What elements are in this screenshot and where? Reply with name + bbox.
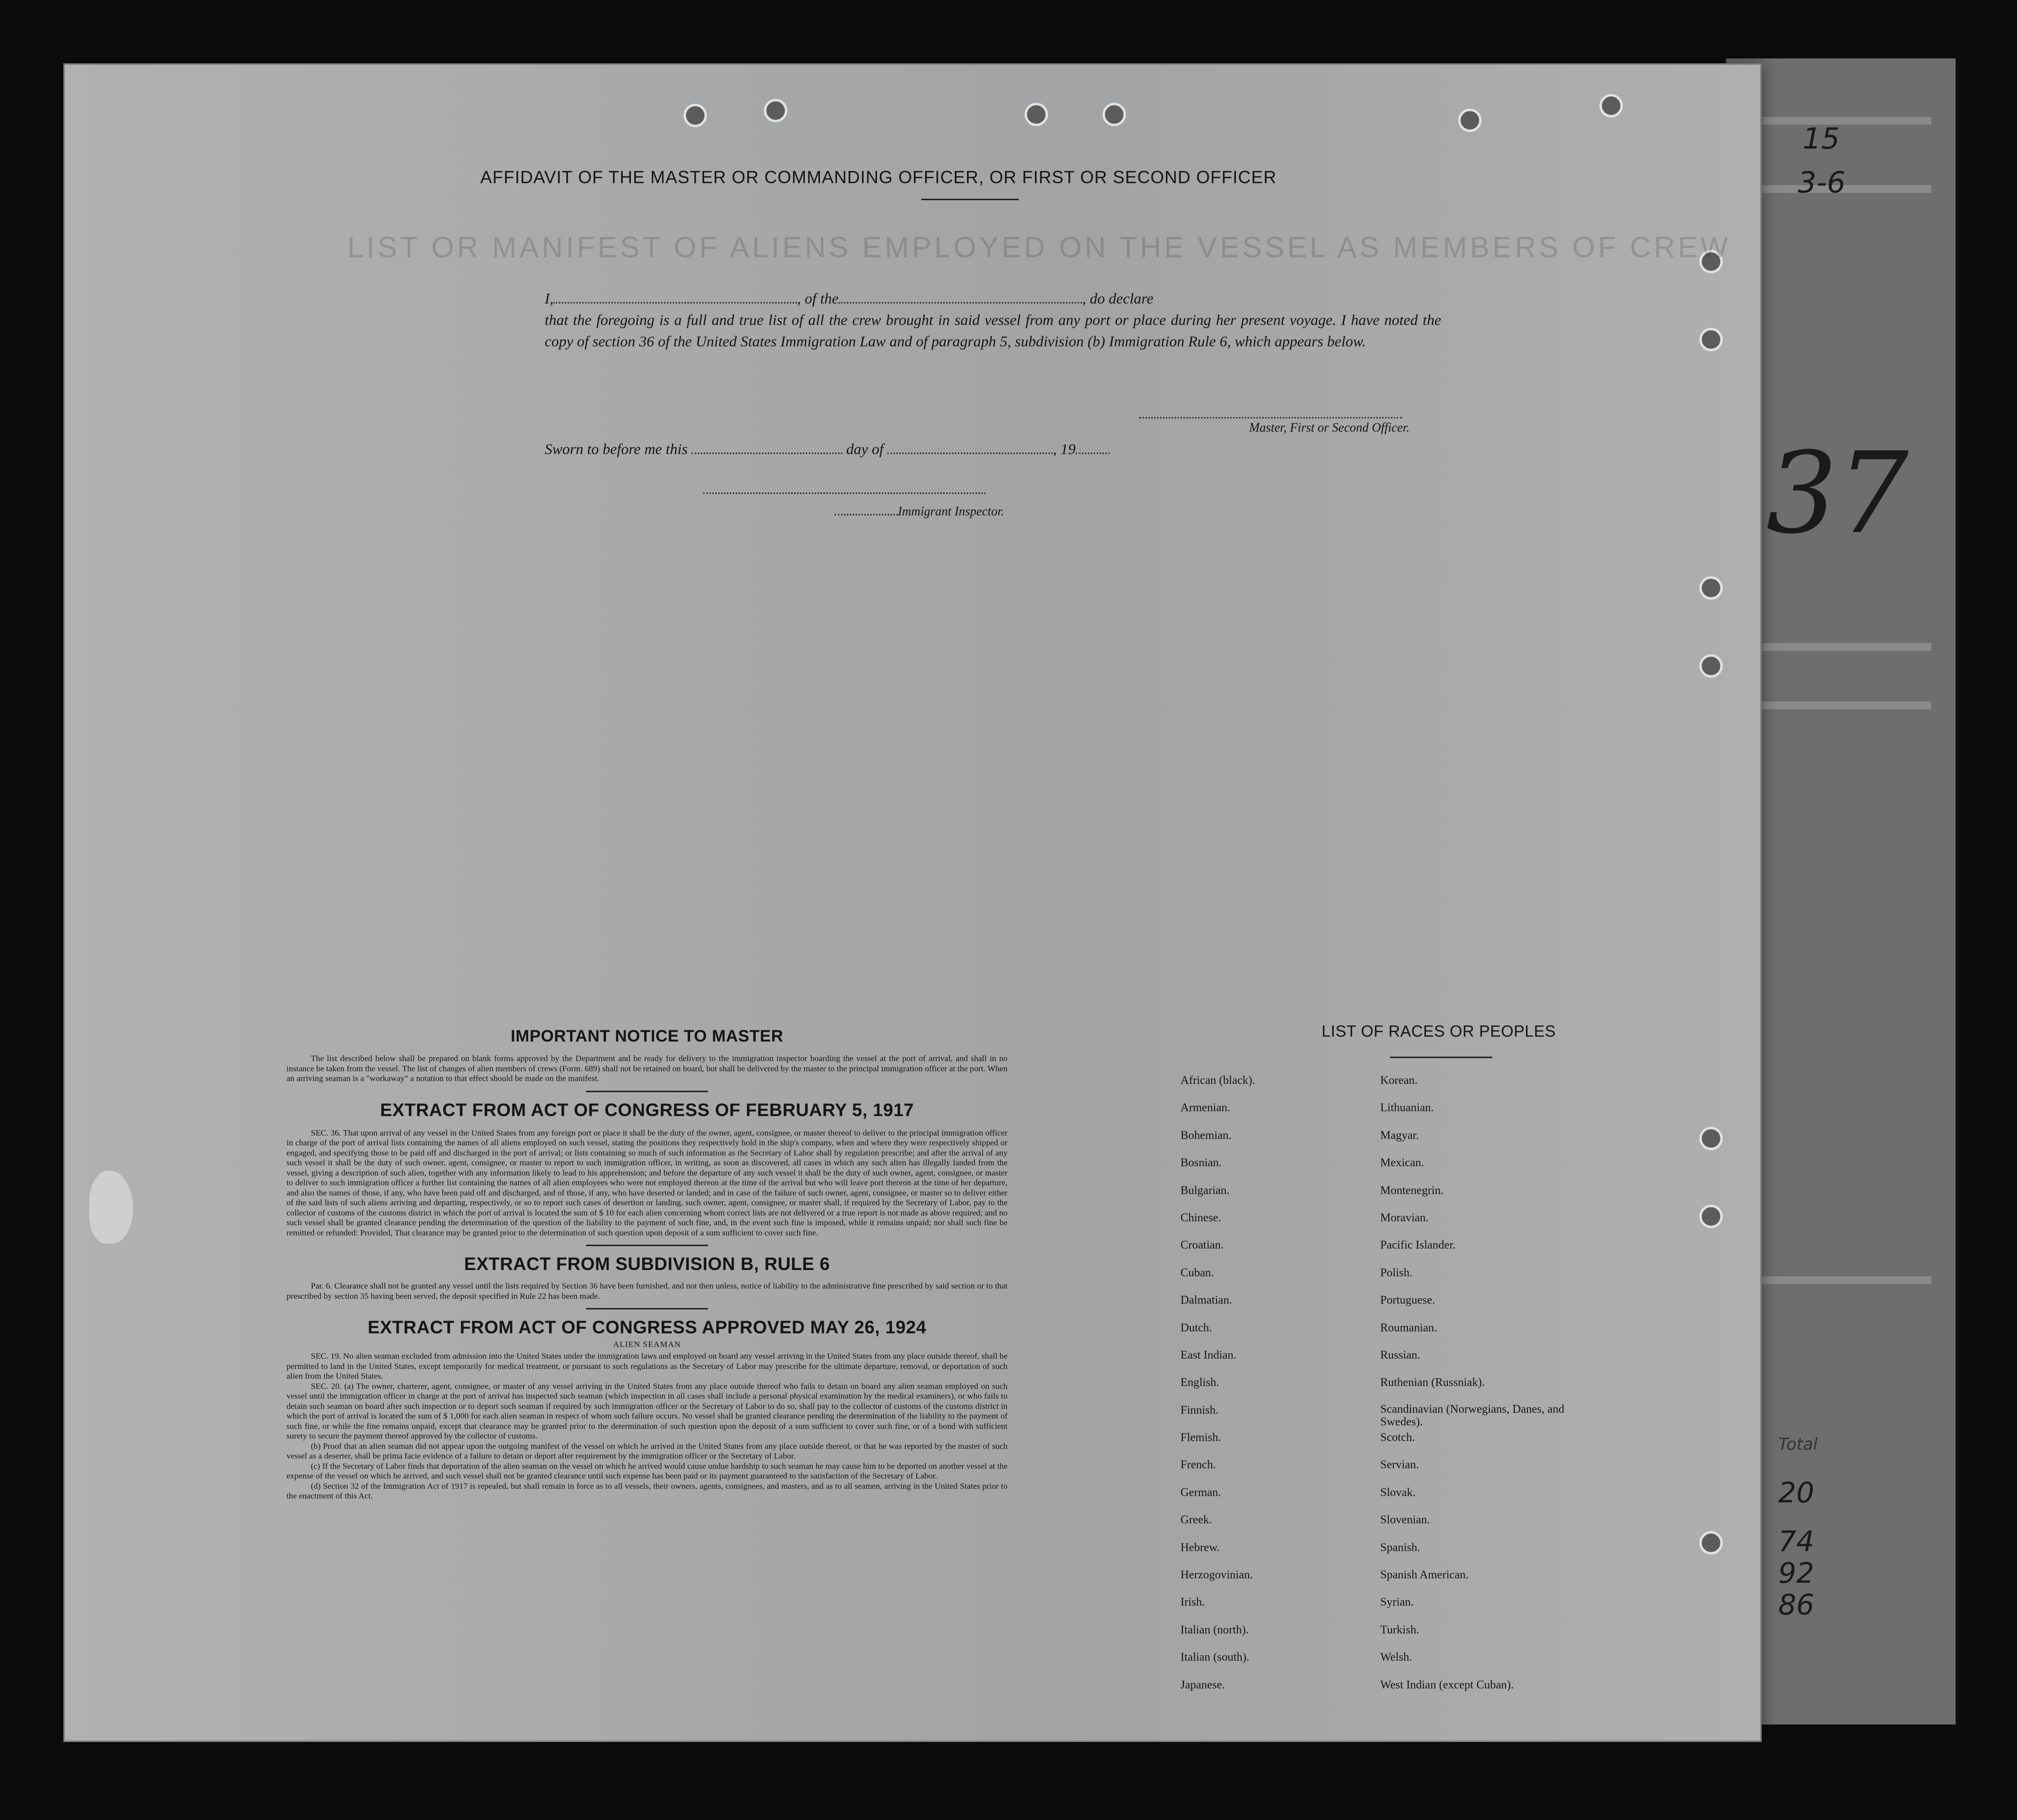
extract-1924-para: (c) If the Secretary of Labor finds that deportation of the alien seaman on the vessel on which he arrived would cause undue hardship to such seaman he may cause him to be deported on another vessel at the expense of the vessel on which he arrived, and such vessel shall not be granted clearance until such expense has been paid or its payment guaranteed to the satisfaction of the Secretary of Labor. bbox=[286, 1461, 1008, 1480]
races-list-right bbox=[1380, 1073, 1585, 1705]
race-item: Bohemian. bbox=[1180, 1129, 1232, 1142]
races-list-left bbox=[1180, 1073, 1366, 1705]
races-title: LIST OF RACES OR PEOPLES bbox=[1321, 1022, 1556, 1040]
handwritten-mark: 15 bbox=[1803, 122, 1840, 156]
handwritten-total: 92 bbox=[1778, 1556, 1814, 1590]
race-item: Dalmatian. bbox=[1180, 1294, 1232, 1307]
separator bbox=[586, 1308, 708, 1309]
legal-notices bbox=[286, 1027, 1008, 1501]
race-item: Magyar. bbox=[1380, 1129, 1419, 1142]
extract-rule6-text: Par. 6. Clearance shall not be granted any vessel until the lists required by Section 36 have been furnished, and not then unless, notice of liability to the administrative fine prescribed by said section or to that prescribed by section 35 having been served, the deposit specified in Rule 22 has been made. bbox=[286, 1281, 1008, 1301]
race-item: Slovak. bbox=[1380, 1486, 1416, 1499]
sworn-year: , 19 bbox=[1053, 440, 1076, 457]
race-item: Herzogovinian. bbox=[1180, 1569, 1253, 1582]
affidavit-body bbox=[545, 288, 1441, 352]
punch-hole bbox=[1699, 654, 1723, 678]
handwritten-total: 86 bbox=[1778, 1588, 1814, 1621]
punch-hole bbox=[764, 99, 787, 122]
master-signature-line[interactable] bbox=[1139, 417, 1402, 418]
punch-hole bbox=[1699, 1531, 1723, 1555]
race-item: Greek. bbox=[1180, 1514, 1212, 1527]
month-blank[interactable] bbox=[887, 440, 1053, 454]
race-item: Russian. bbox=[1380, 1348, 1421, 1362]
extract-1924-para: SEC. 19. No alien seaman excluded from admission into the United States under the immigration laws and employed on board any vessel arriving in the United States from any place outside thereof, shall be permitted to land in the United States, except temporarily for medical treatment, or pursuant to such regulations as the Secretary of Labor may prescribe for the ultimate departure, removal, or deportation of such alien from the United States. bbox=[286, 1351, 1008, 1381]
race-item: Turkish. bbox=[1380, 1623, 1419, 1636]
day-blank[interactable] bbox=[691, 440, 842, 454]
extract-1924-para: (d) Section 32 of the Immigration Act of 1917 is repealed, but shall remain in force as to all vessels, their owners, agents, consignees, and masters, and as to all seamen, arriving in the United States prior to the enactment of this Act. bbox=[286, 1481, 1008, 1500]
notice-title: IMPORTANT NOTICE TO MASTER bbox=[511, 1027, 783, 1045]
inspector-label-text: Immigrant Inspector. bbox=[898, 504, 1005, 518]
affidavit-text: that the foregoing is a full and true list of all the crew brought in said vessel from any port or place during her present voyage. I have noted the copy of section 36 of the United States Immigration Law and of paragraph 5, subdivision (b) Immigration Rule 6, which appears below. bbox=[545, 311, 1441, 350]
torn-edge bbox=[89, 1171, 133, 1244]
race-item: Scotch. bbox=[1380, 1431, 1415, 1444]
race-item: Italian (south). bbox=[1180, 1651, 1250, 1664]
race-item: Irish. bbox=[1180, 1596, 1205, 1609]
race-item: German. bbox=[1180, 1486, 1221, 1499]
affidavit-i: I, bbox=[545, 290, 554, 307]
race-item: Finnish. bbox=[1180, 1403, 1219, 1417]
extract-1917-text: SEC. 36. That upon arrival of any vessel in the United States from any foreign port or place it shall be the duty of the owner, agent, consignee, or master thereof to deliver to the principal immigration officer in charge of the port of arrival lists containing the names of all aliens employed on such vessel, stating the positions they respectively hold in the ship's company, when and where they were respectively shipped or engaged, and specifying those to be paid off and discharged in the port of arrival; or lists containing so much of such information as the Secretary of Labor shall by regulation prescribe; and after the arrival of any such vessel it shall be the duty of such owner, agent, consignee, or master to report to such immigration officer, in writing, as soon as discovered, all cases in which any such alien has illegally landed from the vessel, giving a description of such alien, together with any information likely to lead to his apprehension; and before the departure of any such vessel it shall be the duty of such owner, agent, consignee, or master to deliver to such immigration officer a further list containing the names of all alien employees who were not employed thereon at the time of the arrival but who will leave port thereon at the time of her departure, and also the names of those, if any, who have been paid off and discharged, and of those, if any, who have deserted or landed; and in case of the failure of such owner, agent, consignee, or master so to deliver either of the said lists of such aliens arriving and departing, respectively, or so to report such cases of desertion or landing, such owner, agent, consignee, or master shall, if required by the Secretary of Labor, pay to the collector of customs of the customs district in which the port of arrival is located the sum of $ 10 for each alien concerning whom correct lists are not delivered or a true report is not made as above required; and no such vessel shall be granted clearance pending the determination of the question of the liability to the payment of such fine, and, in the event such fine is imposed, while it remains unpaid; nor shall such fine be remitted or refunded: Provided, That clearance may be granted prior to the determination of such question upon deposit of a sum sufficient to cover such fine. bbox=[286, 1128, 1008, 1237]
punch-hole bbox=[1699, 576, 1723, 600]
affidavit-sheet bbox=[63, 63, 1762, 1742]
races-rule bbox=[1390, 1057, 1492, 1058]
vessel-blank[interactable] bbox=[838, 289, 1082, 303]
handwritten-number: 37 bbox=[1766, 429, 1909, 559]
affidavit-title: AFFIDAVIT OF THE MASTER OR COMMANDING OFFICER, OR FIRST OR SECOND OFFICER bbox=[480, 167, 1277, 187]
race-item: Bosnian. bbox=[1180, 1156, 1222, 1170]
extract-1924-para: (b) Proof that an alien seaman did not appear upon the outgoing manifest of the vessel on which he arrived in the United States from any place outside thereof, or that he was reported by the master of such vessel as a deserter, shall be prima facie evidence of a failure to detain or deport after requirement by the immigration officer or the Secretary of Labor. bbox=[286, 1441, 1008, 1460]
inspector-signature-line[interactable] bbox=[703, 493, 986, 494]
punch-hole bbox=[1103, 103, 1126, 126]
race-item: Cuban. bbox=[1180, 1266, 1214, 1279]
year-blank[interactable] bbox=[1076, 440, 1110, 454]
sworn-day-of: day of bbox=[846, 440, 884, 457]
inspector-signature-label bbox=[835, 504, 1029, 519]
race-item: Pacific Islander. bbox=[1380, 1239, 1456, 1252]
punch-hole bbox=[1599, 94, 1623, 117]
race-item: French. bbox=[1180, 1459, 1216, 1472]
extract-1917-title: EXTRACT FROM ACT OF CONGRESS OF FEBRUARY 5, 1917 bbox=[380, 1100, 914, 1120]
extract-rule6-title: EXTRACT FROM SUBDIVISION B, RULE 6 bbox=[464, 1254, 830, 1274]
punch-hole bbox=[1699, 328, 1723, 351]
race-item: Portuguese. bbox=[1380, 1294, 1435, 1307]
punch-hole bbox=[684, 104, 707, 127]
affidavit-do-declare: , do declare bbox=[1082, 290, 1154, 307]
race-item: African (black). bbox=[1180, 1074, 1256, 1087]
sworn-prefix: Sworn to before me this bbox=[545, 440, 688, 457]
race-item: Flemish. bbox=[1180, 1431, 1221, 1444]
race-item: English. bbox=[1180, 1376, 1219, 1389]
race-item: Dutch. bbox=[1180, 1321, 1212, 1334]
race-item: Hebrew. bbox=[1180, 1541, 1220, 1554]
race-item: Scandinavian (Norwegians, Danes, and Swedes). bbox=[1380, 1403, 1564, 1428]
extract-1924-title: EXTRACT FROM ACT OF CONGRESS APPROVED MAY 26, 1924 bbox=[367, 1317, 927, 1337]
race-item: Spanish. bbox=[1380, 1541, 1421, 1554]
master-signature-label: Master, First or Second Officer. bbox=[1249, 420, 1409, 435]
race-item: Moravian. bbox=[1380, 1211, 1429, 1224]
race-item: Chinese. bbox=[1180, 1211, 1221, 1224]
race-item: Slovenian. bbox=[1380, 1514, 1430, 1527]
notice-text: The list described below shall be prepared on blank forms approved by the Department and be ready for delivery to the immigration inspector boarding the vessel at the port of arrival, and shall in no instance be taken from the vessel. The list of changes of alien members of crews (Form. 689) shall not be retained on board, but shall be delivered by the master to the principal immigration officer at the port. When an arriving seaman is a "workaway" a notation to that effect should be made on the manifest. bbox=[286, 1054, 1008, 1083]
sworn-line bbox=[545, 440, 1178, 458]
name-blank[interactable] bbox=[553, 289, 797, 303]
race-item: West Indian (except Cuban). bbox=[1380, 1678, 1514, 1691]
race-item: Servian. bbox=[1380, 1459, 1419, 1472]
separator bbox=[586, 1245, 708, 1246]
total-label: Total bbox=[1778, 1435, 1818, 1454]
race-item: Mexican. bbox=[1380, 1156, 1424, 1170]
race-item: Montenegrin. bbox=[1380, 1184, 1444, 1197]
race-item: Bulgarian. bbox=[1180, 1184, 1230, 1197]
race-item: Roumanian. bbox=[1380, 1321, 1437, 1334]
title-rule bbox=[921, 199, 1019, 200]
punch-hole bbox=[1699, 1205, 1723, 1228]
race-item: Croatian. bbox=[1180, 1239, 1224, 1252]
punch-hole bbox=[1699, 1127, 1723, 1150]
race-item: Lithuanian. bbox=[1380, 1101, 1434, 1115]
race-item: Korean. bbox=[1380, 1074, 1418, 1087]
handwritten-total: 74 bbox=[1778, 1525, 1814, 1558]
race-item: Ruthenian (Russniak). bbox=[1380, 1376, 1485, 1389]
handwritten-mark: 3-6 bbox=[1798, 166, 1846, 200]
separator bbox=[586, 1091, 708, 1092]
race-item: Italian (north). bbox=[1180, 1623, 1249, 1636]
bleed-through: LIST OR MANIFEST OF ALIENS EMPLOYED ON THE VESSEL AS MEMBERS OF CREW bbox=[347, 231, 1731, 264]
extract-1924-para: SEC. 20. (a) The owner, charterer, agent, consignee, or master of any vessel arriving in the United States from any place outside thereof who fails to detain on board any alien seaman employed on such vessel until the immigration officer in charge at the port of arrival has inspected such seaman (which inspection in all cases shall include a personal physical examination by the medical examiners), or who fails to detain such seaman on board after such inspection or to deport such seaman if required by such immigration officer or the Secretary of Labor to do so, shall pay to the collector of customs of the customs district in which the port of arrival is located the sum of $ 1,000 for each alien seaman in respect of whom such failure occurs. No vessel shall be granted clearance pending the determination of the liability to the payment of such fine, or while the fine remains unpaid, except that clearance may be granted prior to the determination of such question upon the deposit of a sum sufficient to cover such fine, or of a bond with sufficient surety to secure the payment thereof approved by the collector of customs. bbox=[286, 1381, 1008, 1441]
race-item: Spanish American. bbox=[1380, 1569, 1469, 1582]
handwritten-total: 20 bbox=[1778, 1476, 1814, 1509]
race-item: Armenian. bbox=[1180, 1101, 1230, 1115]
extract-1924-subtitle: ALIEN SEAMAN bbox=[613, 1340, 681, 1349]
affidavit-of-the: , of the bbox=[797, 290, 839, 307]
race-item: Welsh. bbox=[1380, 1651, 1412, 1664]
race-item: Polish. bbox=[1380, 1266, 1413, 1279]
punch-hole bbox=[1458, 109, 1482, 132]
race-item: East Indian. bbox=[1180, 1348, 1237, 1362]
punch-hole bbox=[1025, 103, 1048, 126]
race-item: Japanese. bbox=[1180, 1678, 1225, 1691]
race-item: Syrian. bbox=[1380, 1596, 1414, 1609]
